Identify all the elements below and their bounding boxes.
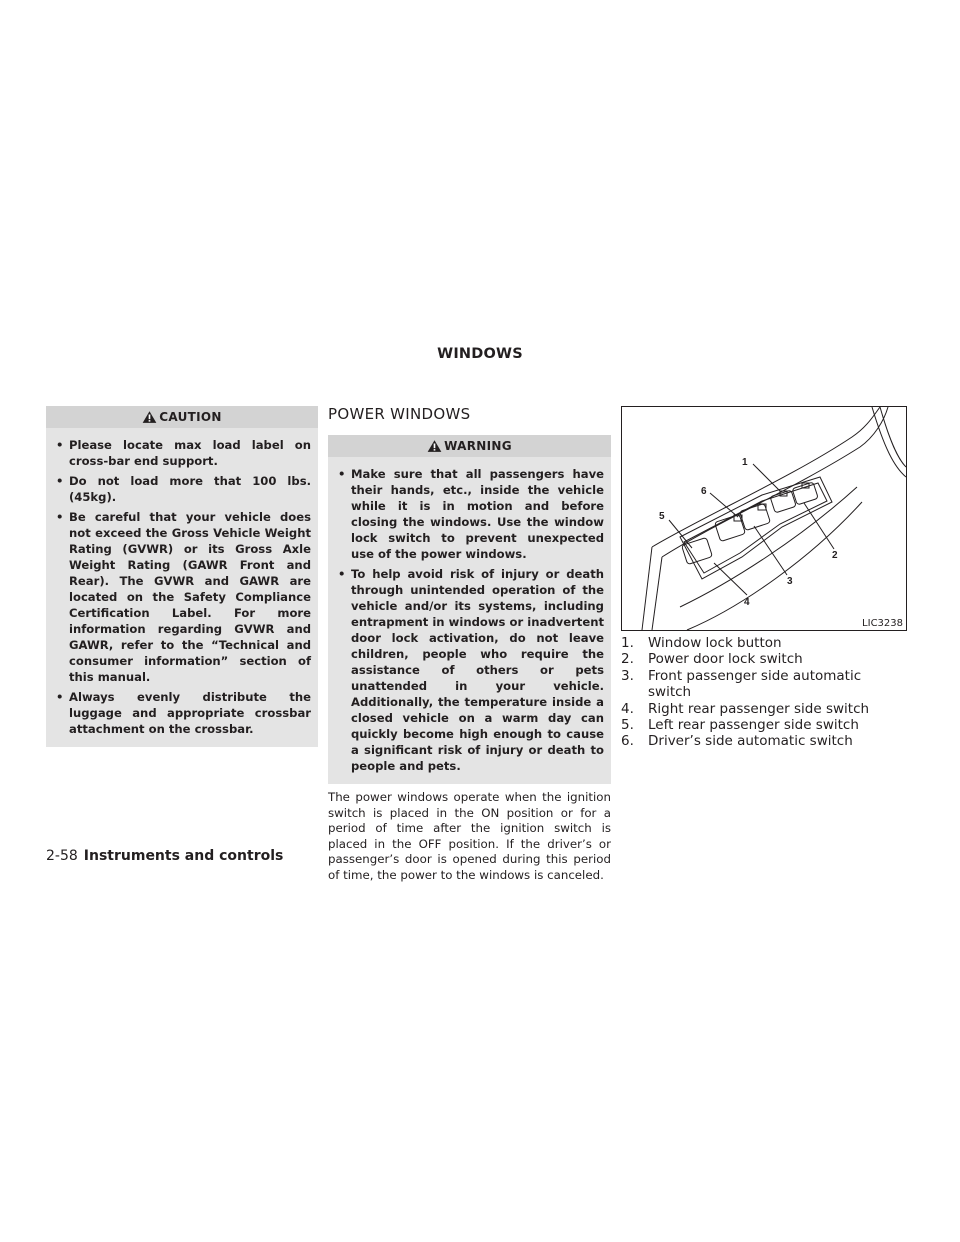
page-number: 2-58 <box>46 848 78 864</box>
caution-heading: CAUTION <box>159 410 222 424</box>
caution-header <box>46 406 318 428</box>
warning-heading: WARNING <box>444 439 512 453</box>
footer-section: Instruments and controls <box>83 848 284 864</box>
callout-6: 6 <box>701 486 707 497</box>
warning-list <box>328 457 611 774</box>
power-windows-heading: POWER WINDOWS <box>328 405 471 423</box>
figure-code: LIC3238 <box>862 618 903 629</box>
callout-4: 4 <box>744 597 750 608</box>
legend-item: 2. Power door lock switch <box>621 651 803 668</box>
callout-1: 1 <box>742 457 748 468</box>
warning-box <box>328 435 611 784</box>
caution-item: • Be careful that your vehicle does not exceed the Gross Vehicle Weight Rating (GVWR) or its Gross Axle Weight Rating (GAWR Front and Rear). The GVWR and GAWR are located on the Safety Compliance Certification Label. For more information regarding GVWR and GAWR, refer to the “Technical and consumer information” section of this manual. <box>56 509 311 685</box>
caution-item: • Always evenly distribute the luggage and appropriate crossbar attachment on the crossbar. <box>56 689 311 737</box>
legend-item: 5. Left rear passenger side switch <box>621 717 859 734</box>
callout-5: 5 <box>659 511 665 522</box>
caution-item: • Do not load more that 100 lbs. (45kg). <box>56 473 311 505</box>
legend-item: 3. Front passenger side automatic switch <box>621 667 862 701</box>
warning-header <box>328 435 611 457</box>
caution-list <box>46 428 318 737</box>
door-switch-illustration <box>622 407 906 630</box>
warning-item: • Make sure that all passengers have their hands, etc., inside the vehicle while it is in motion and before closing the windows. Use the window lock switch to prevent unexpected use of the power windows. <box>338 466 604 562</box>
right-column <box>621 406 907 750</box>
figure-legend <box>621 635 907 750</box>
middle-column <box>328 406 611 895</box>
section-title: WINDOWS <box>437 346 523 362</box>
left-column <box>46 406 318 747</box>
power-windows-body: The power windows operate when the ignition switch is placed in the ON position or for a period of time after the ignition switch is placed in the OFF position. If the driver’s or passenger’s door is opened during this period of time, the power to the windows is canceled. <box>328 790 611 882</box>
warning-item: • To help avoid risk of injury or death through unintended operation of the vehicle and/or its systems, including entrapment in windows or inadvertent door lock activation, do not leave children, people who require the assistance of others or pets unattended in your vehicle. Additionally, the temperature inside a closed vehicle on a warm day can quickly become high enough to cause a significant risk of injury or death to people and pets. <box>338 566 604 774</box>
legend-item: 6. Driver’s side automatic switch <box>621 733 853 750</box>
window-switch-figure <box>621 406 907 631</box>
callout-2: 2 <box>832 550 838 561</box>
legend-item: 1. Window lock button <box>621 635 782 651</box>
caution-item: • Please locate max load label on cross-bar end support. <box>56 437 311 469</box>
warning-triangle-icon <box>427 439 442 453</box>
page-footer <box>46 848 283 864</box>
callout-3: 3 <box>787 576 793 587</box>
warning-triangle-icon <box>142 410 157 424</box>
legend-item: 4. Right rear passenger side switch <box>621 700 870 717</box>
caution-box <box>46 406 318 747</box>
